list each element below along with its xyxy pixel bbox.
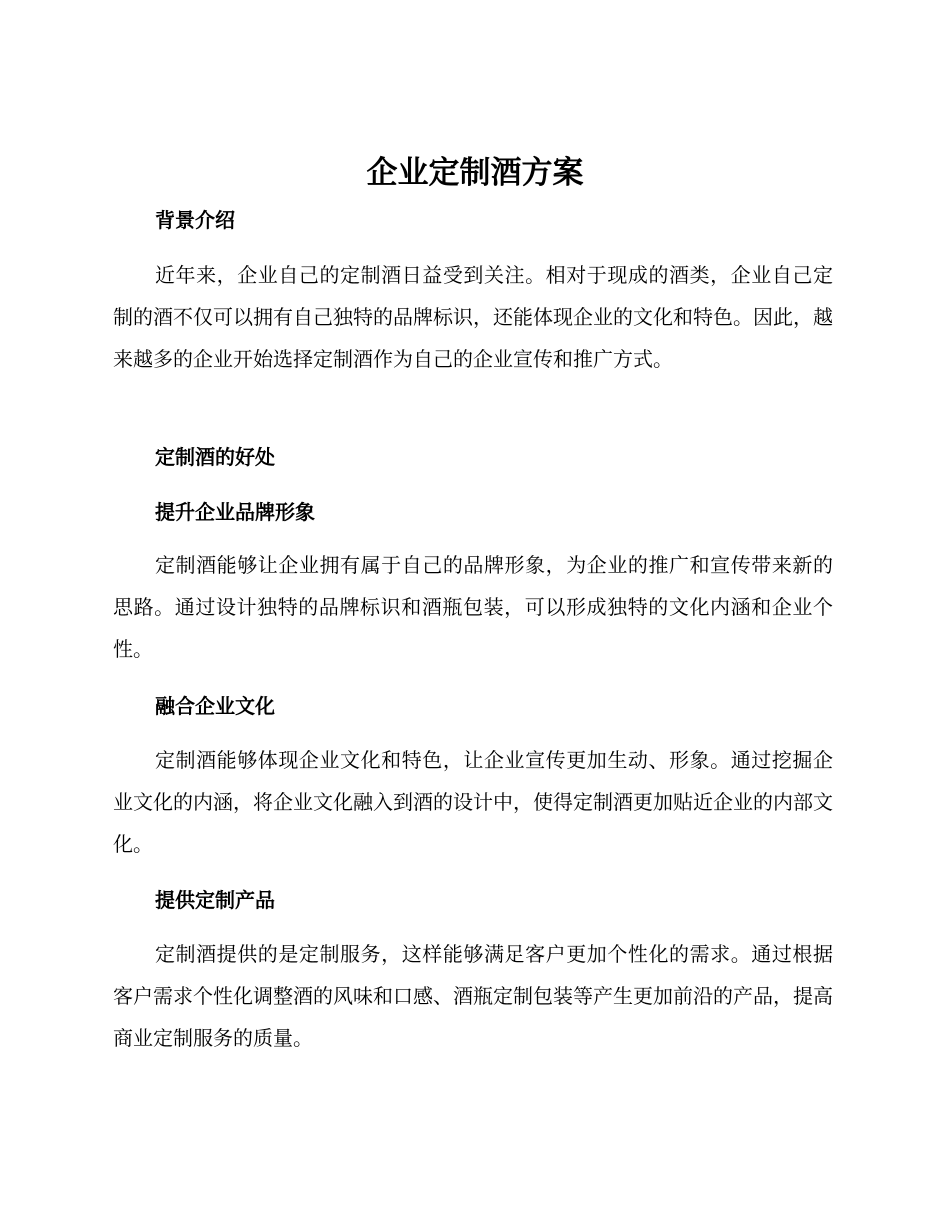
document-title: 企业定制酒方案 [366, 155, 584, 191]
paragraph-products: 定制酒提供的是定制服务，这样能够满足客户更加个性化的需求。通过根据客户需求个性化调整酒的风味和口感、酒瓶定制包装等产生更加前沿的产品，提高商业定制服务的质量。 [113, 942, 833, 1050]
heading-background: 背景介绍 [155, 208, 235, 232]
heading-culture: 融合企业文化 [155, 694, 275, 718]
heading-benefits: 定制酒的好处 [155, 445, 275, 469]
heading-products: 提供定制产品 [155, 888, 275, 912]
heading-brand-image: 提升企业品牌形象 [155, 500, 315, 524]
paragraph-culture: 定制酒能够体现企业文化和特色，让企业宣传更加生动、形象。通过挖掘企业文化的内涵，将企业文化融入到酒的设计中，使得定制酒更加贴近企业的内部文化。 [113, 748, 833, 856]
paragraph-brand-image: 定制酒能够让企业拥有属于自己的品牌形象，为企业的推广和宣传带来新的思路。通过设计独特的品牌标识和酒瓶包装，可以形成独特的文化内涵和企业个性。 [113, 553, 833, 661]
paragraph-background: 近年来，企业自己的定制酒日益受到关注。相对于现成的酒类，企业自己定制的酒不仅可以拥有自己独特的品牌标识，还能体现企业的文化和特色。因此，越来越多的企业开始选择定制酒作为自己的企业宣传和推广方式。 [113, 263, 833, 371]
